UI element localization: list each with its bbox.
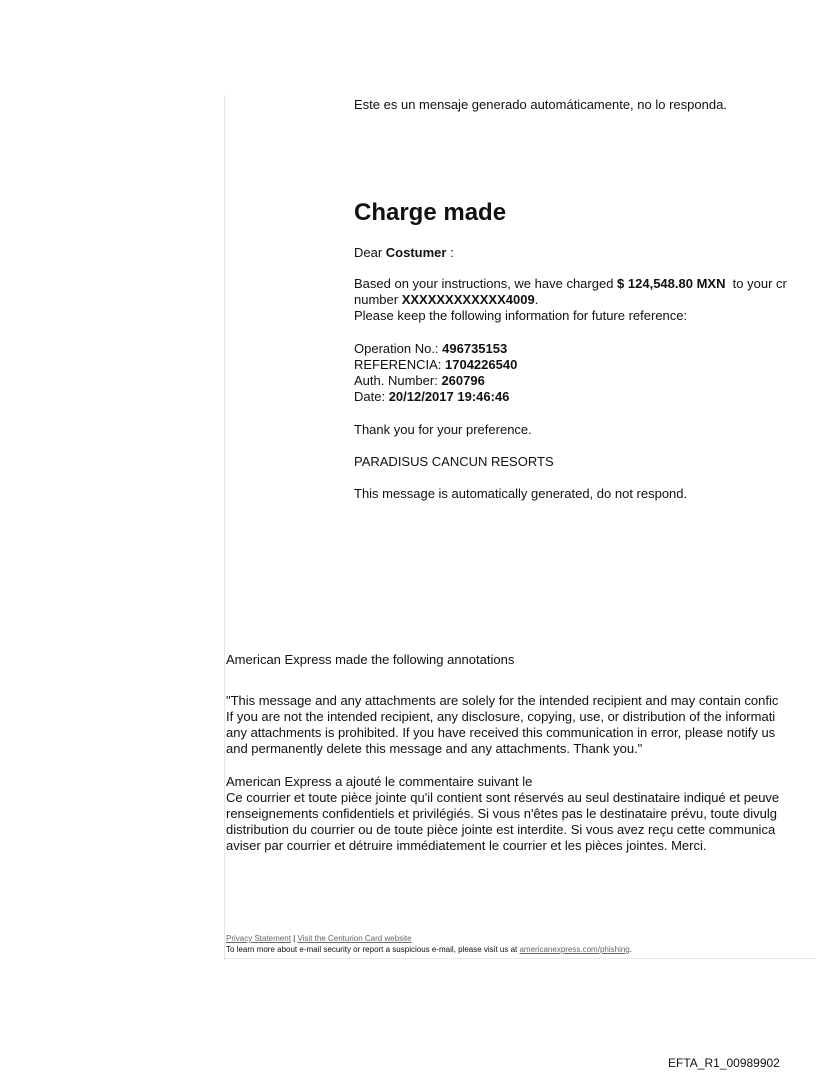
- disclaimer-fr-line: distribution du courrier ou de toute pièce jointe est interdite. Si vous avez reçu cette communica: [226, 822, 776, 837]
- page-title: Charge made: [354, 199, 507, 226]
- greeting: [354, 245, 454, 261]
- security-notice-suffix: .: [629, 945, 632, 954]
- disclaimer-en-line: any attachments is prohibited. If you have received this communication in error, please notify us: [226, 725, 776, 740]
- detail-value: 260796: [441, 373, 485, 388]
- annotations-heading: American Express made the following annotations: [226, 652, 515, 667]
- charge-line-1-suffix: to your cr: [725, 276, 787, 291]
- charge-line-3: Please keep the following information for future reference:: [354, 308, 688, 323]
- charge-line-2-suffix: .: [534, 292, 539, 307]
- auto-notice-english: This message is automatically generated, do not respond.: [354, 486, 688, 501]
- detail-label: Auth. Number:: [354, 373, 442, 388]
- left-border-rule: [224, 95, 225, 960]
- disclaimer-en-line: and permanently delete this message and any attachments. Thank you.": [226, 741, 643, 756]
- bates-number: EFTA_R1_00989902: [668, 1056, 780, 1070]
- privacy-statement-link[interactable]: Privacy Statement: [226, 934, 291, 943]
- detail-label: Operation No.:: [354, 341, 443, 356]
- charge-line-1: [354, 276, 787, 292]
- centurion-card-link[interactable]: Visit the Centurion Card website: [297, 934, 412, 943]
- greeting-prefix: Dear: [354, 245, 386, 260]
- detail-auth-number: [354, 373, 485, 389]
- detail-value: 496735153: [442, 341, 508, 356]
- detail-date: [354, 389, 509, 405]
- disclaimer-en-line: If you are not the intended recipient, any disclosure, copying, use, or distribution of the informati: [226, 709, 776, 724]
- disclaimer-en-line: "This message and any attachments are solely for the intended recipient and may contain confic: [226, 693, 779, 708]
- security-notice-text: To learn more about e-mail security or report a suspicious e-mail, please visit us at: [226, 945, 520, 954]
- header-auto-notice: Este es un mensaje generado automáticamente, no lo responda.: [354, 97, 727, 112]
- card-number: XXXXXXXXXXXX4009: [401, 292, 535, 307]
- detail-value: 1704226540: [445, 357, 518, 372]
- detail-label: Date:: [354, 389, 389, 404]
- footer-divider: [224, 958, 816, 960]
- disclaimer-fr-line: aviser par courrier et détruire immédiatement le courrier et les pièces jointes. Merci.: [226, 838, 707, 853]
- greeting-name: Costumer: [385, 245, 447, 260]
- phishing-link[interactable]: americanexpress.com/phishing: [519, 945, 630, 954]
- detail-value: 20/12/2017 19:46:46: [388, 389, 510, 404]
- footer-security-notice: [226, 945, 632, 955]
- footer-separator: |: [290, 934, 298, 943]
- disclaimer-fr-line: American Express a ajouté le commentaire suivant le: [226, 774, 533, 789]
- merchant-name: PARADISUS CANCUN RESORTS: [354, 454, 554, 469]
- footer-links: [226, 934, 412, 944]
- charge-line-1-prefix: Based on your instructions, we have charged: [354, 276, 618, 291]
- charge-line-2-prefix: number: [354, 292, 402, 307]
- detail-operation-no: [354, 341, 507, 357]
- charge-amount: $ 124,548.80 MXN: [617, 276, 726, 291]
- detail-referencia: [354, 357, 517, 373]
- charge-line-2: [354, 292, 538, 308]
- detail-label: REFERENCIA:: [354, 357, 446, 372]
- disclaimer-fr-line: renseignements confidentiels et privilégiés. Si vous n'êtes pas le destinataire prévu, toute divulg: [226, 806, 777, 821]
- thanks-text: Thank you for your preference.: [354, 422, 532, 437]
- greeting-suffix: :: [446, 245, 454, 260]
- disclaimer-fr-line: Ce courrier et toute pièce jointe qu'il contient sont réservés au seul destinataire indiqué et peuve: [226, 790, 780, 805]
